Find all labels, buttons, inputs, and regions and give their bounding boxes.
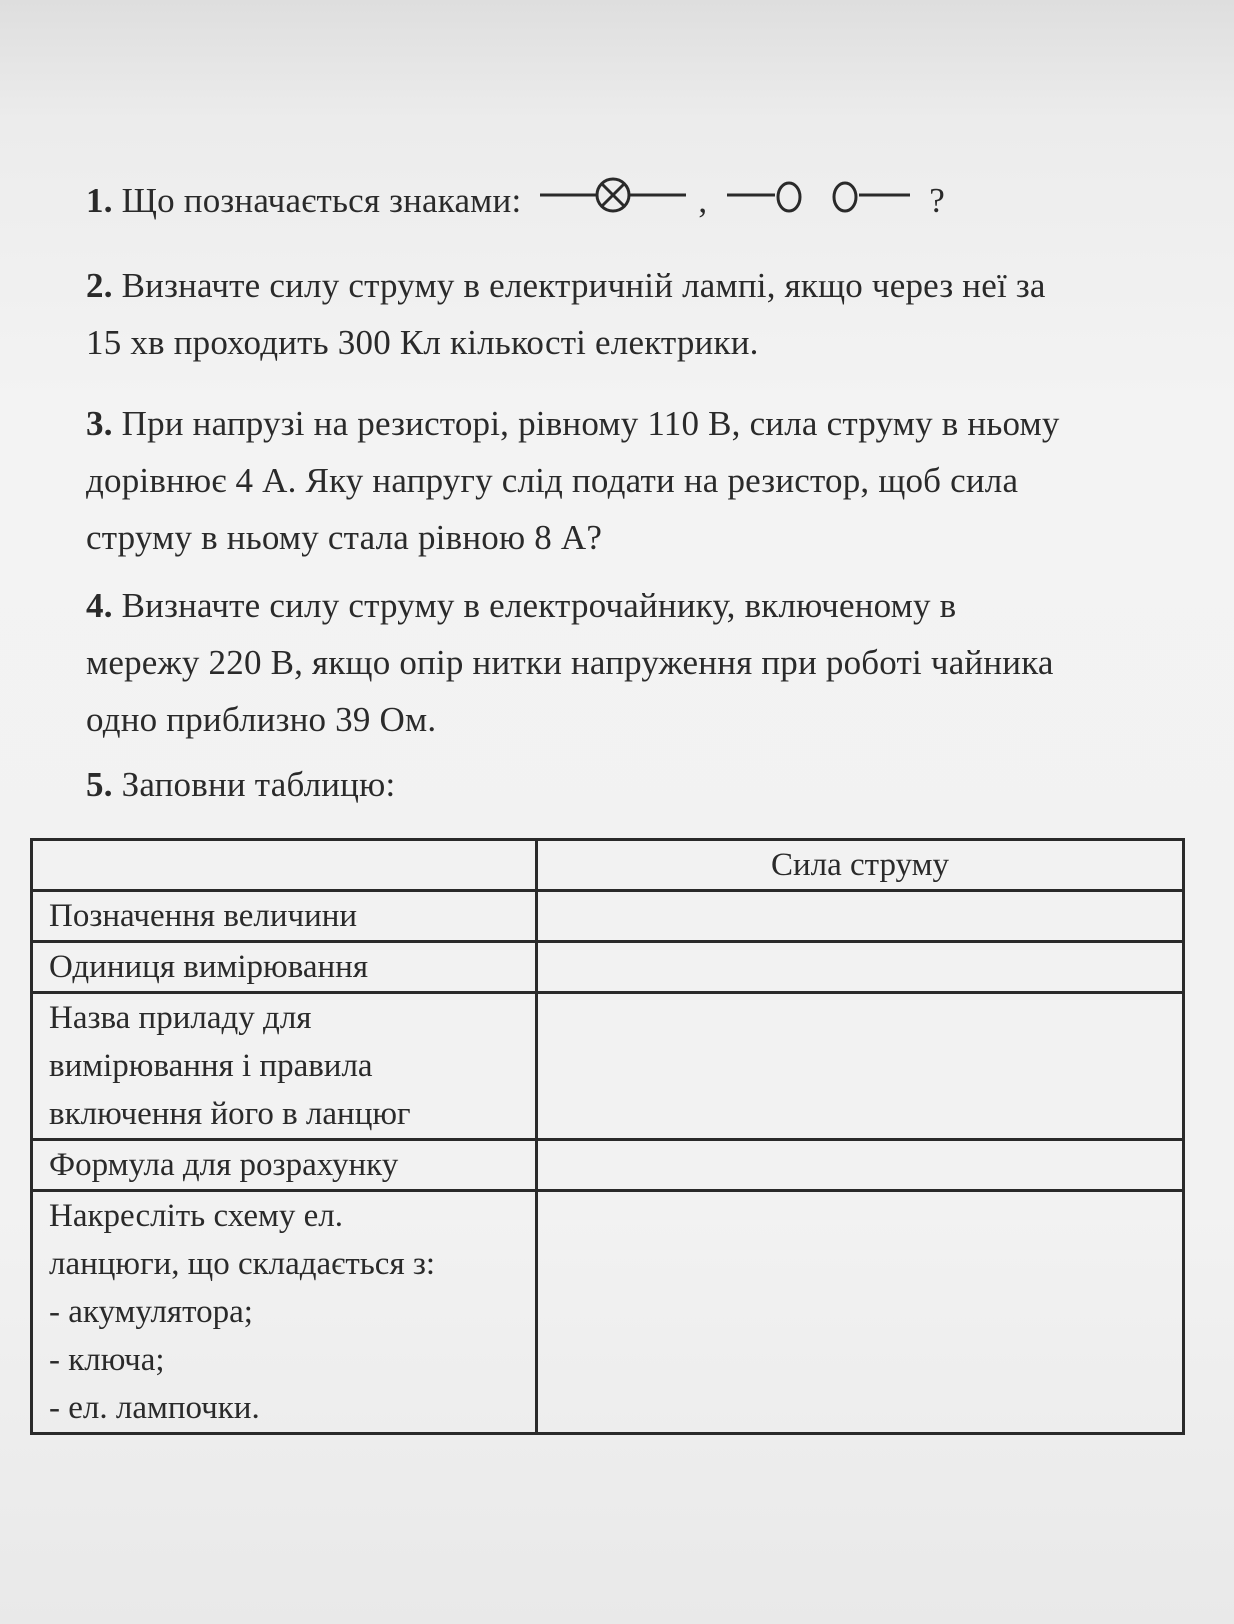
table-row-label-line: - ел. лампочки. (49, 1390, 260, 1426)
table-row (32, 942, 1184, 993)
table-header-row (32, 840, 1184, 891)
table-row-label-line: Формула для розрахунку (49, 1147, 399, 1183)
table-row-label (32, 891, 537, 942)
question-3 (86, 395, 1060, 566)
table-header-empty-cell (32, 840, 537, 891)
question-1-end: ? (929, 181, 945, 220)
lamp-symbol-icon (538, 175, 688, 232)
question-3-line-2: дорівнює 4 А. Яку напругу слід подати на резистор, щоб сила (86, 461, 1019, 500)
question-3-line-1-text: При напрузі на резисторі, рівному 110 В, сила струму в ньому (121, 404, 1060, 443)
table-answer-cell[interactable] (537, 942, 1184, 993)
key-switch-symbol-icon (725, 175, 920, 232)
table-row-label-line: вимірювання і правила (49, 1048, 373, 1084)
table-row-label-line: Назва приладу для (49, 1000, 312, 1036)
question-1-text: Що позначається знаками: (121, 181, 522, 220)
question-2-line-2: 15 хв проходить 300 Кл кількості електрики. (86, 323, 759, 362)
question-5-text: Заповни таблицю: (121, 765, 396, 804)
table-row-label (32, 1191, 537, 1434)
question-4-line-1-text: Визначте силу струму в електрочайнику, включеному в (121, 586, 957, 625)
table-answer-cell[interactable] (537, 1191, 1184, 1434)
question-5 (86, 756, 395, 813)
table-row-label-line: Одиниця вимірювання (49, 949, 368, 985)
table-row-label (32, 993, 537, 1140)
table-row-label (32, 942, 537, 993)
table-row-label-line: - акумулятора; (49, 1294, 253, 1330)
question-3-number: 3. (86, 404, 113, 443)
question-1-number: 1. (86, 181, 113, 220)
question-2-line-1-text: Визначте силу струму в електричній лампі, якщо через неї за (121, 266, 1046, 305)
question-2-line-1 (86, 257, 1046, 314)
table-answer-cell[interactable] (537, 891, 1184, 942)
question-4-line-1 (86, 577, 1054, 634)
question-4-line-3: одно приблизно 39 Ом. (86, 700, 437, 739)
table-row-label-line: Позначення величини (49, 898, 358, 934)
table-header-current: Сила струму (537, 840, 1184, 891)
table-row-label-line: Накресліть схему ел. (49, 1198, 344, 1234)
table-row-label (32, 1140, 537, 1191)
question-3-line-3: струму в ньому стала рівною 8 А? (86, 518, 603, 557)
question-1-separator: , (698, 181, 708, 220)
table-answer-cell[interactable] (537, 1140, 1184, 1191)
table-row (32, 1191, 1184, 1434)
table-row (32, 891, 1184, 942)
table-row (32, 1140, 1184, 1191)
question-2 (86, 257, 1046, 371)
table-row-label-line: - ключа; (49, 1342, 165, 1378)
question-4-line-2: мережу 220 В, якщо опір нитки напруження при роботі чайника (86, 643, 1054, 682)
table-row-label-line: включення його в ланцюг (49, 1096, 411, 1132)
question-1 (86, 172, 945, 232)
table-answer-cell[interactable] (537, 993, 1184, 1140)
question-5-number: 5. (86, 765, 113, 804)
table-row (32, 993, 1184, 1140)
question-4-number: 4. (86, 586, 113, 625)
question-3-line-1 (86, 395, 1060, 452)
question-4 (86, 577, 1054, 748)
fill-in-table (30, 838, 1185, 1435)
question-2-number: 2. (86, 266, 113, 305)
table-row-label-line: ланцюги, що складається з: (49, 1246, 436, 1282)
